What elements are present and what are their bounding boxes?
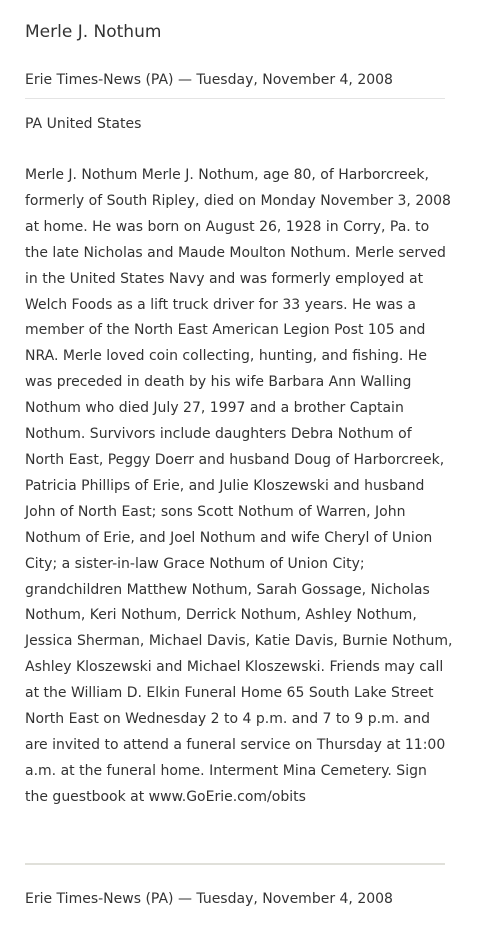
publication-byline: Erie Times-News (PA) — Tuesday, November 4, 2008	[25, 72, 393, 88]
page-title: Merle J. Nothum	[25, 22, 162, 42]
footer-byline: Erie Times-News (PA) — Tuesday, November 4, 2008	[25, 891, 393, 907]
location-text: PA United States	[25, 116, 142, 132]
header-divider	[25, 98, 445, 99]
obituary-body: Merle J. Nothum Merle J. Nothum, age 80, of Harborcreek, formerly of South Ripley, died on Monday November 3, 2008 at home. He was born on August 26, 1928 in Corry, Pa. to the late Nicholas and Maude Moulton Nothum. Merle served in the United States Navy and was formerly employed at Welch Foods as a lift truck driver for 33 years. He was a member of the North East American Legion Post 105 and NRA. Merle loved coin collecting, hunting, and fishing. He was preceded in death by his wife Barbara Ann Walling Nothum who died July 27, 1997 and a brother Captain Nothum. Survivors include daughters Debra Nothum of North East, Peggy Doerr and husband Doug of Harborcreek, Patricia Phillips of Erie, and Julie Kloszewski and husband John of North East; sons Scott Nothum of Warren, John Nothum of Erie, and Joel Nothum and wife Cheryl of Union City; a sister-in-law Grace Nothum of Union City; grandchildren Matthew Nothum, Sarah Gossage, Nicholas Nothum, Keri Nothum, Derrick Nothum, Ashley Nothum, Jessica Sherman, Michael Davis, Katie Davis, Burnie Nothum, Ashley Kloszewski and Michael Kloszewski. Friends may call at the William D. Elkin Funeral Home 65 South Lake Street North East on Wednesday 2 to 4 p.m. and 7 to 9 p.m. and are invited to attend a funeral service on Thursday at 11:00 a.m. at the funeral home. Interment Mina Cemetery. Sign the guestbook at www.GoErie.com/obits	[25, 167, 453, 805]
footer-divider	[25, 863, 445, 865]
